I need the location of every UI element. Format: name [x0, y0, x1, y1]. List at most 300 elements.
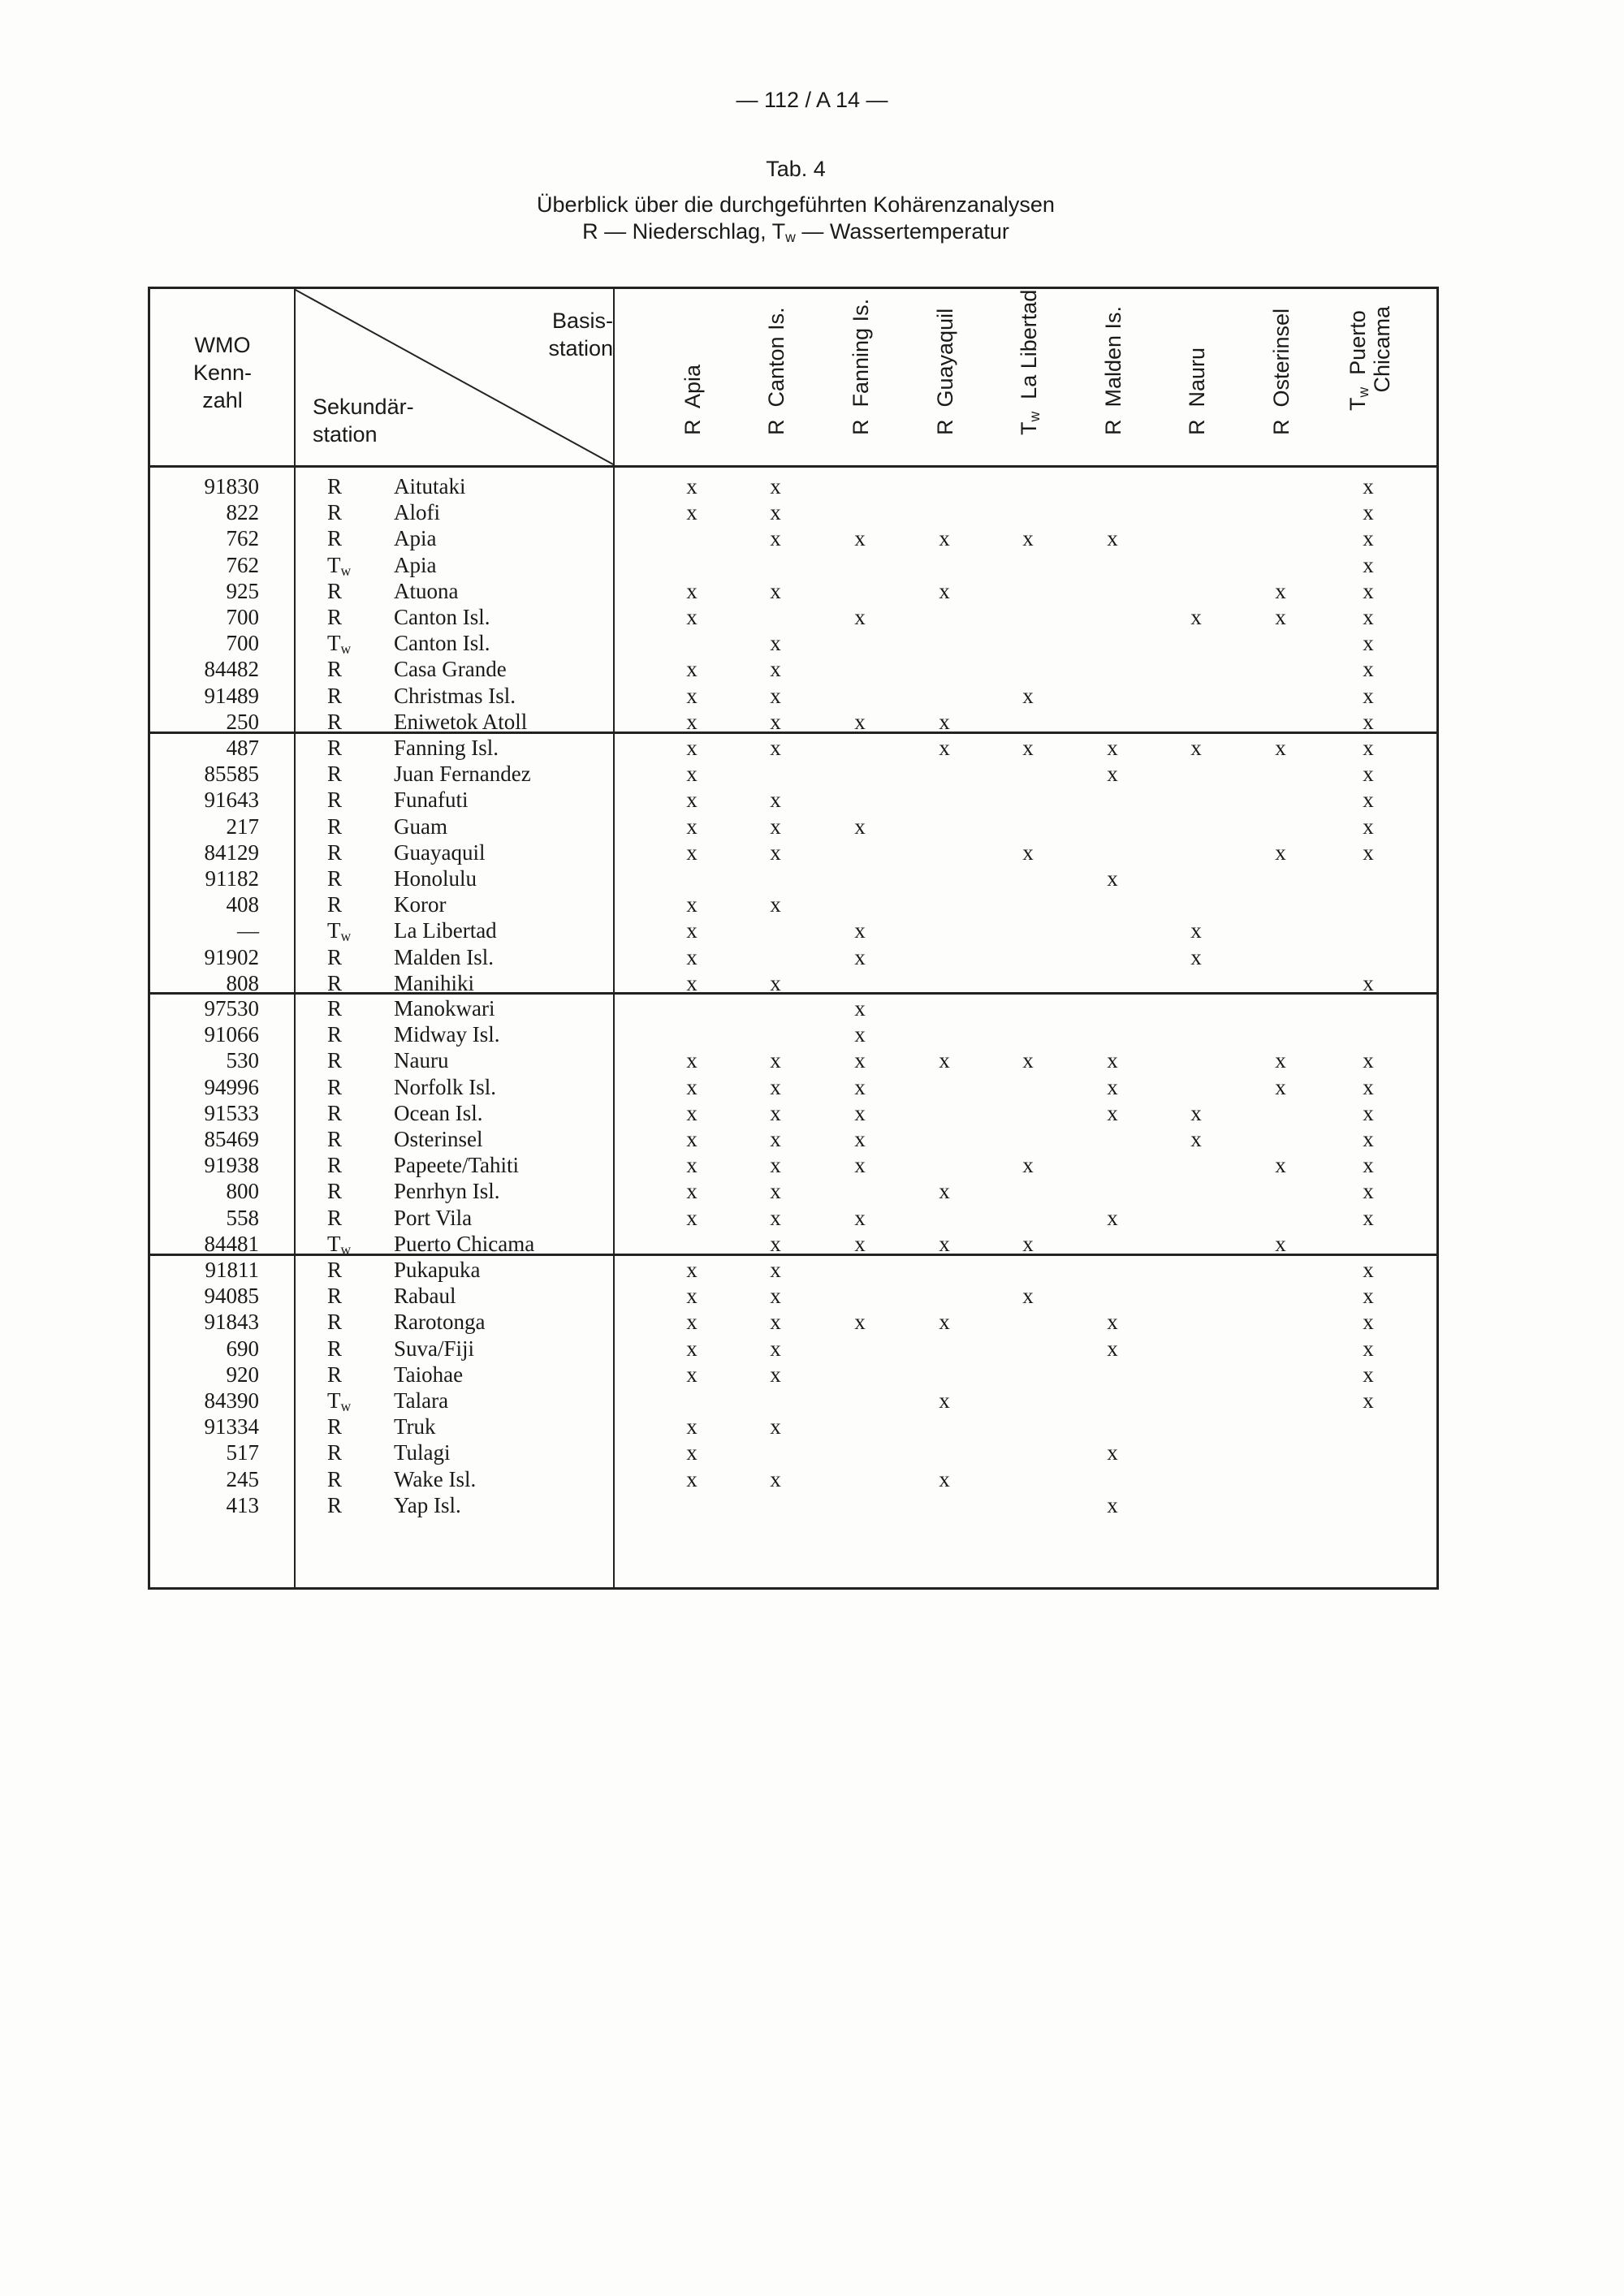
- header-secondary-line: Sekundär-: [313, 395, 414, 419]
- wmo-number: 413: [226, 1492, 259, 1517]
- measurement-type: R: [327, 970, 343, 995]
- analysis-mark: x: [854, 709, 866, 734]
- wmo-number: 91938: [204, 1153, 259, 1178]
- coherence-table: [148, 287, 1439, 1590]
- wmo-number: 85469: [204, 1127, 259, 1151]
- analysis-mark: x: [1107, 1074, 1118, 1099]
- wmo-number: 91830: [204, 474, 259, 498]
- analysis-mark: x: [686, 474, 698, 498]
- analysis-mark: x: [854, 1205, 866, 1230]
- wmo-number: 84482: [204, 657, 259, 682]
- base-station-name: La Libertad: [1017, 289, 1041, 412]
- table-row: [150, 578, 1436, 604]
- analysis-mark: x: [854, 996, 866, 1021]
- analysis-mark: x: [1275, 1153, 1286, 1178]
- analysis-mark: x: [686, 1336, 698, 1361]
- station-name: Wake Isl.: [394, 1466, 477, 1491]
- measurement-type-sub: w: [340, 562, 352, 579]
- table-row: [150, 1439, 1436, 1465]
- analysis-mark: x: [686, 736, 698, 760]
- base-station-label: [1269, 309, 1294, 435]
- analysis-mark: x: [770, 1258, 781, 1282]
- analysis-mark: x: [1363, 1100, 1374, 1125]
- table-row: [150, 1336, 1436, 1362]
- station-name: Yap Isl.: [394, 1492, 461, 1517]
- analysis-mark: x: [1363, 709, 1374, 734]
- station-name: Manokwari: [394, 996, 495, 1021]
- base-station-label: [933, 309, 957, 435]
- analysis-mark: x: [1107, 1310, 1118, 1335]
- analysis-mark: x: [1363, 500, 1374, 525]
- station-name: Rabaul: [394, 1284, 456, 1309]
- analysis-mark: x: [1275, 605, 1286, 629]
- analysis-mark: x: [686, 1048, 698, 1073]
- header-basis-line: Basis-: [551, 309, 613, 333]
- station-name: Tulagi: [394, 1440, 451, 1465]
- analysis-mark: x: [686, 578, 698, 603]
- base-station-type: R: [680, 419, 705, 435]
- station-name: Manihiki: [394, 970, 474, 995]
- analysis-mark: x: [686, 1466, 698, 1491]
- table-row: [150, 1388, 1436, 1413]
- station-name: Papeete/Tahiti: [394, 1153, 520, 1178]
- analysis-mark: x: [854, 1231, 866, 1256]
- legend-prefix: R — Niederschlag, T: [582, 219, 786, 244]
- base-station-name: Apia: [680, 364, 705, 420]
- base-station-label: [1017, 290, 1041, 435]
- station-name: Aitutaki: [394, 474, 466, 498]
- base-station-name: Guayaquil: [933, 308, 957, 420]
- table-row: [150, 1492, 1436, 1518]
- analysis-mark: x: [1363, 970, 1374, 995]
- analysis-mark: x: [854, 1048, 866, 1073]
- analysis-mark: x: [1107, 1492, 1118, 1517]
- measurement-type-sub: w: [340, 1398, 352, 1414]
- measurement-type: R: [327, 1258, 343, 1282]
- analysis-mark: x: [1190, 1127, 1202, 1151]
- wmo-number: 91811: [205, 1258, 259, 1282]
- table-row: [150, 709, 1436, 735]
- table-row: [150, 970, 1436, 996]
- station-name: Juan Fernandez: [394, 762, 531, 787]
- wmo-number: 517: [226, 1440, 259, 1465]
- analysis-mark: x: [686, 683, 698, 708]
- analysis-mark: x: [1363, 1310, 1374, 1335]
- analysis-mark: x: [939, 1466, 950, 1491]
- station-name: Ocean Isl.: [394, 1100, 483, 1125]
- base-station-label: [1185, 347, 1209, 435]
- base-station-name: Malden Is.: [1101, 305, 1125, 420]
- analysis-mark: x: [1363, 814, 1374, 839]
- analysis-mark: x: [686, 762, 698, 787]
- table-title: Überblick über die durchgeführten Kohärenzanalysen: [537, 192, 1055, 217]
- table-row: [150, 1466, 1436, 1492]
- wmo-number: 91066: [204, 1022, 259, 1047]
- header-secondary-station: [313, 393, 414, 448]
- station-name: Rarotonga: [394, 1310, 486, 1335]
- analysis-mark: x: [854, 605, 866, 629]
- measurement-type: R: [327, 1179, 343, 1204]
- legend-sub: w: [785, 229, 796, 245]
- wmo-number: 700: [226, 631, 259, 656]
- station-name: Nauru: [394, 1048, 449, 1073]
- analysis-mark: x: [1022, 839, 1034, 865]
- analysis-mark: x: [854, 1100, 866, 1125]
- station-name: La Libertad: [394, 918, 497, 943]
- analysis-mark: x: [1363, 657, 1374, 682]
- analysis-mark: x: [686, 1362, 698, 1387]
- analysis-mark: x: [854, 1127, 866, 1151]
- header-wmo: [150, 331, 295, 414]
- base-station-label: [849, 299, 873, 435]
- measurement-type: R: [327, 1100, 343, 1125]
- analysis-mark: x: [1107, 736, 1118, 760]
- analysis-mark: x: [770, 814, 781, 839]
- analysis-mark: x: [770, 1310, 781, 1335]
- measurement-type: $T_w$: [327, 1388, 352, 1414]
- wmo-number: 558: [226, 1205, 259, 1230]
- wmo-number: 94996: [204, 1074, 259, 1099]
- analysis-mark: x: [1363, 1153, 1374, 1178]
- wmo-number: 94085: [204, 1284, 259, 1309]
- station-name: Puerto Chicama: [394, 1231, 535, 1256]
- analysis-mark: x: [1363, 736, 1374, 760]
- analysis-mark: x: [939, 526, 950, 551]
- analysis-mark: x: [686, 814, 698, 839]
- analysis-mark: x: [1190, 918, 1202, 943]
- analysis-mark: x: [686, 839, 698, 865]
- wmo-number: 97530: [204, 996, 259, 1021]
- table-row: [150, 1152, 1436, 1178]
- table-row: [150, 814, 1436, 839]
- measurement-type: R: [327, 1284, 343, 1309]
- wmo-number: 762: [226, 526, 259, 551]
- base-station-label: [1101, 306, 1125, 435]
- measurement-type: R: [327, 709, 343, 734]
- analysis-mark: x: [1022, 1284, 1034, 1309]
- measurement-type-sub: w: [340, 928, 352, 945]
- analysis-mark: x: [770, 1284, 781, 1309]
- analysis-mark: x: [854, 1153, 866, 1178]
- table-row: [150, 525, 1436, 551]
- measurement-type: R: [327, 1074, 343, 1099]
- analysis-mark: x: [1363, 1048, 1374, 1073]
- base-station-label: [1345, 306, 1394, 411]
- wmo-number: 408: [226, 892, 259, 917]
- analysis-mark: x: [1190, 605, 1202, 629]
- wmo-number: —: [237, 918, 259, 943]
- base-station-type: T: [1345, 397, 1370, 411]
- table-row: [150, 995, 1436, 1021]
- station-name: Guam: [394, 814, 447, 839]
- measurement-type: R: [327, 1022, 343, 1047]
- base-station-type: R: [1269, 419, 1294, 435]
- analysis-mark: x: [686, 970, 698, 995]
- analysis-mark: x: [1022, 1153, 1034, 1178]
- table-row: [150, 552, 1436, 578]
- analysis-mark: x: [1190, 944, 1202, 969]
- table-row: [150, 1257, 1436, 1283]
- table-row: [150, 944, 1436, 970]
- wmo-number: 762: [226, 552, 259, 577]
- analysis-mark: x: [770, 736, 781, 760]
- measurement-type: $T_w$: [327, 552, 352, 579]
- station-name: Guayaquil: [394, 839, 486, 865]
- measurement-type-sub: w: [340, 641, 352, 658]
- base-station-type: R: [1101, 419, 1125, 435]
- station-name: Norfolk Isl.: [394, 1074, 496, 1099]
- measurement-type: R: [327, 1127, 343, 1151]
- base-station-type: R: [764, 419, 788, 435]
- analysis-mark: x: [1022, 683, 1034, 708]
- analysis-mark: x: [770, 1048, 781, 1073]
- analysis-mark: x: [1363, 1284, 1374, 1309]
- table-row: [150, 1100, 1436, 1126]
- table-row: [150, 865, 1436, 891]
- table-row: [150, 1126, 1436, 1152]
- analysis-mark: x: [770, 1100, 781, 1125]
- analysis-mark: x: [686, 500, 698, 525]
- measurement-type: R: [327, 1362, 343, 1387]
- measurement-type: R: [327, 736, 343, 760]
- analysis-mark: x: [854, 1310, 866, 1335]
- analysis-mark: x: [770, 631, 781, 656]
- wmo-number: 91334: [204, 1414, 259, 1439]
- wmo-number: 920: [226, 1362, 259, 1387]
- base-station-type-sub: w: [1355, 386, 1371, 398]
- base-station-type: R: [1185, 419, 1209, 435]
- table-row: [150, 1047, 1436, 1073]
- analysis-mark: x: [1363, 1127, 1374, 1151]
- header-wmo-line: WMO: [194, 333, 251, 357]
- header-basis-station: [467, 307, 613, 362]
- analysis-mark: x: [770, 526, 781, 551]
- base-station-name: Canton Is.: [764, 307, 788, 420]
- analysis-mark: x: [770, 839, 781, 865]
- analysis-mark: x: [854, 814, 866, 839]
- analysis-mark: x: [770, 657, 781, 682]
- header-divider: [150, 465, 1436, 468]
- station-name: Midway Isl.: [394, 1022, 500, 1047]
- analysis-mark: x: [770, 1127, 781, 1151]
- wmo-number: 91902: [204, 944, 259, 969]
- analysis-mark: x: [1363, 1179, 1374, 1204]
- measurement-type: $T_w$: [327, 631, 352, 658]
- analysis-mark: x: [1363, 788, 1374, 813]
- legend-suffix: — Wassertemperatur: [795, 219, 1009, 244]
- analysis-mark: x: [1363, 552, 1374, 577]
- station-name: Koror: [394, 892, 447, 917]
- analysis-mark: x: [1275, 736, 1286, 760]
- analysis-mark: x: [770, 709, 781, 734]
- wmo-number: 245: [226, 1466, 259, 1491]
- analysis-mark: x: [939, 1179, 950, 1204]
- table-row: [150, 683, 1436, 709]
- analysis-mark: x: [1363, 1388, 1374, 1413]
- station-name: Atuona: [394, 578, 459, 603]
- wmo-number: 91643: [204, 788, 259, 813]
- station-name: Osterinsel: [394, 1127, 483, 1151]
- wmo-number: 84390: [204, 1388, 259, 1413]
- analysis-mark: x: [939, 1231, 950, 1256]
- measurement-type: R: [327, 866, 343, 891]
- analysis-mark: x: [1363, 1205, 1374, 1230]
- analysis-mark: x: [1363, 578, 1374, 603]
- station-name: Port Vila: [394, 1205, 473, 1230]
- station-name: Canton Isl.: [394, 605, 490, 629]
- analysis-mark: x: [770, 1205, 781, 1230]
- table-row: [150, 839, 1436, 865]
- wmo-number: 250: [226, 709, 259, 734]
- analysis-mark: x: [1363, 631, 1374, 656]
- analysis-mark: x: [939, 709, 950, 734]
- analysis-mark: x: [686, 605, 698, 629]
- measurement-type: R: [327, 1310, 343, 1335]
- analysis-mark: x: [1363, 1258, 1374, 1282]
- station-name: Malden Isl.: [394, 944, 494, 969]
- table-row: [150, 1413, 1436, 1439]
- header-wmo-line: Kenn-: [192, 360, 253, 385]
- table-row: [150, 1362, 1436, 1388]
- analysis-mark: x: [1363, 1074, 1374, 1099]
- analysis-mark: x: [939, 578, 950, 603]
- analysis-mark: x: [770, 788, 781, 813]
- measurement-type: R: [327, 1492, 343, 1517]
- page-number: — 112 / A 14 —: [736, 88, 888, 112]
- analysis-mark: x: [1022, 1048, 1034, 1073]
- base-station-type: T: [1017, 421, 1041, 435]
- table-label: Tab. 4: [766, 157, 826, 181]
- measurement-type: $T_w$: [327, 918, 352, 945]
- table-row: [150, 787, 1436, 813]
- analysis-mark: x: [1022, 526, 1034, 551]
- analysis-mark: x: [686, 918, 698, 943]
- wmo-number: 800: [226, 1179, 259, 1204]
- analysis-mark: x: [1275, 1231, 1286, 1256]
- table-row: [150, 761, 1436, 787]
- analysis-mark: x: [770, 1153, 781, 1178]
- header-secondary-line: station: [313, 422, 378, 447]
- station-name: Apia: [394, 526, 437, 551]
- table-row: [150, 1205, 1436, 1231]
- analysis-mark: x: [686, 709, 698, 734]
- wmo-number: 690: [226, 1336, 259, 1361]
- wmo-number: 700: [226, 605, 259, 629]
- analysis-mark: x: [854, 1074, 866, 1099]
- station-name: Canton Isl.: [394, 631, 490, 656]
- analysis-mark: x: [1275, 1074, 1286, 1099]
- analysis-mark: x: [686, 1100, 698, 1125]
- measurement-type: R: [327, 1205, 343, 1230]
- header-wmo-line: zahl: [202, 388, 243, 412]
- analysis-mark: x: [939, 1310, 950, 1335]
- analysis-mark: x: [939, 736, 950, 760]
- analysis-mark: x: [686, 1440, 698, 1465]
- analysis-mark: x: [686, 657, 698, 682]
- analysis-mark: x: [1107, 1100, 1118, 1125]
- measurement-type: R: [327, 1048, 343, 1073]
- table-row: [150, 1309, 1436, 1335]
- table-row: [150, 499, 1436, 525]
- analysis-mark: x: [686, 1414, 698, 1439]
- wmo-number: 925: [226, 578, 259, 603]
- analysis-mark: x: [939, 1048, 950, 1073]
- wmo-number: 91533: [204, 1100, 259, 1125]
- measurement-type: R: [327, 1153, 343, 1178]
- station-name: Fanning Isl.: [394, 736, 499, 760]
- analysis-mark: x: [1363, 526, 1374, 551]
- table-row: [150, 1074, 1436, 1100]
- analysis-mark: x: [770, 578, 781, 603]
- analysis-mark: x: [1275, 1048, 1286, 1073]
- base-station-type-sub: w: [1026, 411, 1043, 422]
- analysis-mark: x: [854, 1022, 866, 1047]
- station-name: Taiohae: [394, 1362, 464, 1387]
- station-name: Pukapuka: [394, 1258, 481, 1282]
- base-station-label: [764, 307, 788, 435]
- base-station-name: Puerto Chicama: [1345, 305, 1394, 393]
- table-row: [150, 1178, 1436, 1204]
- wmo-number: 84129: [204, 839, 259, 865]
- analysis-mark: x: [1107, 1048, 1118, 1073]
- analysis-mark: x: [770, 683, 781, 708]
- station-name: Funafuti: [394, 788, 469, 813]
- measurement-type: R: [327, 839, 343, 865]
- analysis-mark: x: [1022, 1231, 1034, 1256]
- analysis-mark: x: [1363, 605, 1374, 629]
- analysis-mark: x: [770, 1179, 781, 1204]
- analysis-mark: x: [1363, 1336, 1374, 1361]
- table-row: [150, 735, 1436, 761]
- base-station-type: R: [933, 419, 957, 435]
- measurement-type: R: [327, 474, 343, 498]
- analysis-mark: x: [770, 1231, 781, 1256]
- measurement-type: R: [327, 605, 343, 629]
- table-row: [150, 1231, 1436, 1257]
- analysis-mark: x: [1363, 683, 1374, 708]
- station-name: Alofi: [394, 500, 440, 525]
- analysis-mark: x: [770, 892, 781, 917]
- analysis-mark: x: [686, 944, 698, 969]
- analysis-mark: x: [770, 500, 781, 525]
- measurement-type: $T_w$: [327, 1231, 352, 1258]
- measurement-type: R: [327, 1414, 343, 1439]
- analysis-mark: x: [1107, 1440, 1118, 1465]
- analysis-mark: x: [686, 1310, 698, 1335]
- analysis-mark: x: [770, 1362, 781, 1387]
- analysis-mark: x: [1107, 1336, 1118, 1361]
- table-row: [150, 1283, 1436, 1309]
- wmo-number: 487: [226, 736, 259, 760]
- wmo-number: 808: [226, 970, 259, 995]
- table-row: [150, 1021, 1436, 1047]
- analysis-mark: x: [686, 788, 698, 813]
- measurement-type: R: [327, 762, 343, 787]
- table-row: [150, 473, 1436, 499]
- analysis-mark: x: [686, 1258, 698, 1282]
- analysis-mark: x: [1190, 1100, 1202, 1125]
- wmo-number: 91489: [204, 683, 259, 708]
- analysis-mark: x: [770, 1466, 781, 1491]
- table-row: [150, 891, 1436, 917]
- analysis-mark: x: [1363, 474, 1374, 498]
- header-basis-line: station: [548, 336, 613, 360]
- station-name: Eniwetok Atoll: [394, 709, 528, 734]
- measurement-type: R: [327, 1440, 343, 1465]
- analysis-mark: x: [1363, 762, 1374, 787]
- measurement-type: R: [327, 683, 343, 708]
- measurement-type: R: [327, 1466, 343, 1491]
